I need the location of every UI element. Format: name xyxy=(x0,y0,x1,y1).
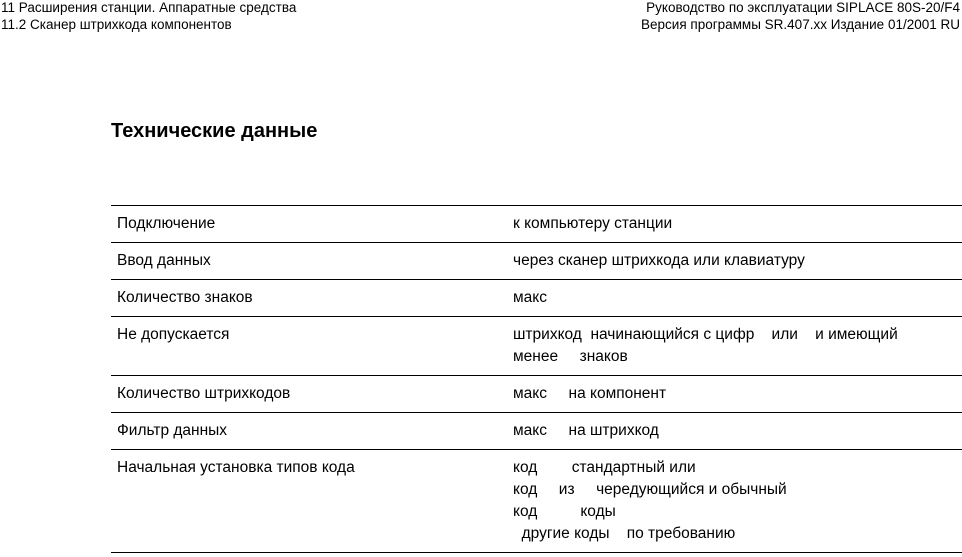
spec-label: Подключение xyxy=(117,215,216,232)
spec-value-line: макс на штрихкод xyxy=(513,422,659,439)
spec-value-line: код стандартный или xyxy=(513,459,696,476)
spec-label: Фильтр данных xyxy=(117,422,228,439)
table-row xyxy=(111,206,962,243)
spec-value xyxy=(513,206,962,242)
table-row xyxy=(111,413,962,450)
spec-value xyxy=(513,413,962,449)
spec-value-line: через сканер штрихкода или клавиатуру xyxy=(513,252,805,269)
running-header-right xyxy=(641,0,960,33)
table-row xyxy=(111,317,962,376)
chapter-title: 11 Расширения станции. Аппаратные средства xyxy=(1,0,297,15)
spec-value-line: менее знаков xyxy=(513,348,628,365)
table-row xyxy=(111,450,962,553)
spec-label: Ввод данных xyxy=(117,252,211,269)
spec-value-line: код коды xyxy=(513,503,616,520)
spec-label: Количество штрихкодов xyxy=(117,385,291,402)
manual-title: Руководство по эксплуатации SIPLACE 80S-20/F4 xyxy=(646,0,960,15)
running-header-left xyxy=(1,0,296,33)
spec-label: Не допускается xyxy=(117,326,230,343)
spec-value-line: макс на компонент xyxy=(513,385,667,402)
spec-table xyxy=(111,205,962,553)
page-title: Технические данные xyxy=(111,120,318,142)
spec-value-line: другие коды по требованию xyxy=(513,525,736,542)
table-row xyxy=(111,280,962,317)
spec-value xyxy=(513,376,962,412)
spec-value xyxy=(513,243,962,279)
spec-label: Количество знаков xyxy=(117,289,253,306)
table-row xyxy=(111,243,962,280)
spec-value-line: код из чередующийся и обычный xyxy=(513,481,787,498)
spec-label: Начальная установка типов кода xyxy=(117,459,355,476)
spec-value xyxy=(513,450,962,552)
spec-value xyxy=(513,280,962,316)
version-info: Версия программы SR.407.xx Издание 01/2001 RU xyxy=(641,17,960,32)
spec-value xyxy=(513,317,962,375)
spec-value-line: штрихкод начинающийся с цифр или и имеющий xyxy=(513,326,898,343)
spec-value-line: к компьютеру станции xyxy=(513,215,673,232)
section-title: 11.2 Сканер штрихкода компонентов xyxy=(1,17,232,32)
spec-value-line: макс xyxy=(513,289,547,306)
table-row xyxy=(111,376,962,413)
